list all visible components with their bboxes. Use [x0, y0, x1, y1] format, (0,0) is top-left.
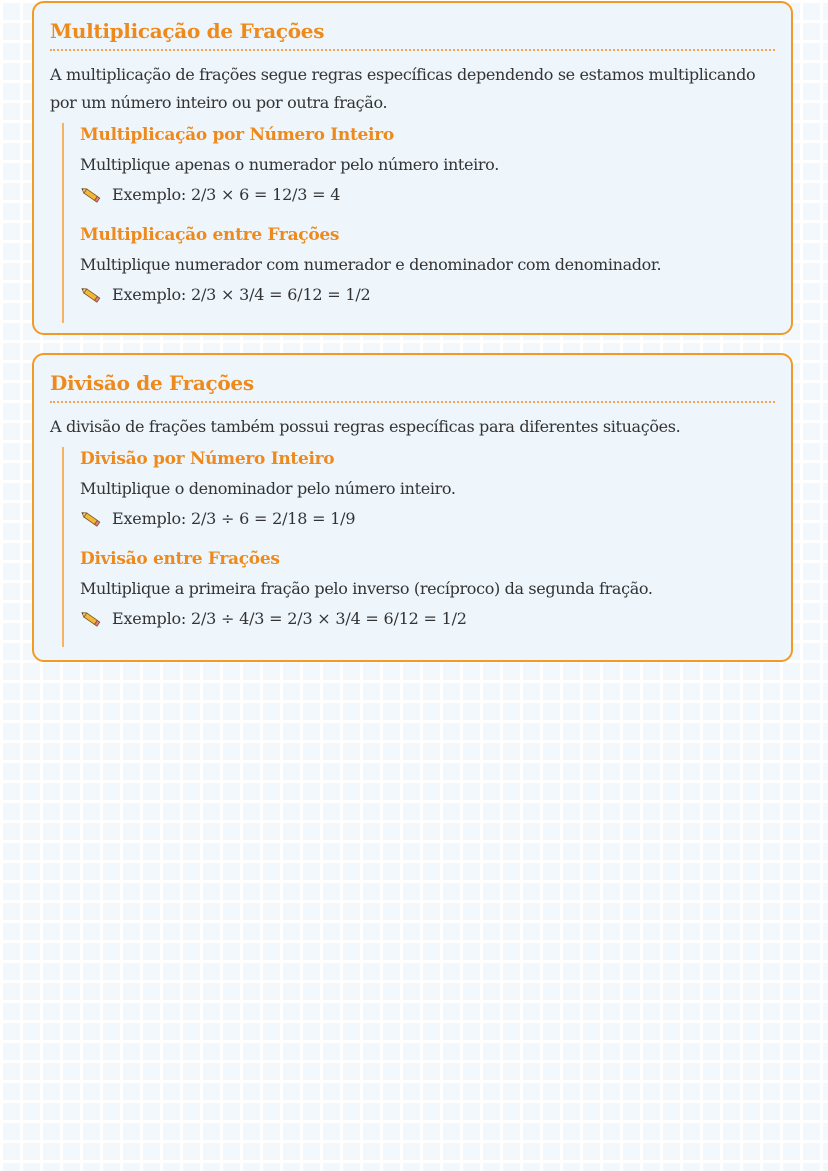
section-title: Multiplicação de Frações [50, 17, 775, 51]
section-title: Divisão de Frações [50, 369, 775, 403]
subsection-division-fractions [62, 547, 775, 647]
subsection-title: Divisão entre Frações [80, 549, 280, 569]
subsection-text: Multiplique o denominador pelo número inteiro. [80, 479, 456, 498]
pencil-icon [80, 286, 102, 304]
subsection-multiplication-fractions [62, 223, 775, 323]
example-text: Exemplo: 2/3 × 6 = 12/3 = 4 [112, 185, 341, 204]
subsection-text: Multiplique numerador com numerador e denominador com denominador. [80, 255, 662, 274]
subsection-title: Divisão por Número Inteiro [80, 449, 335, 469]
section-intro: A divisão de frações também possui regras específicas para diferentes situações. [50, 417, 681, 436]
pencil-icon [80, 510, 102, 528]
example-line [80, 183, 775, 207]
section-card-division [32, 353, 793, 662]
example-text: Exemplo: 2/3 ÷ 6 = 2/18 = 1/9 [112, 509, 356, 528]
section-intro: A multiplicação de frações segue regras específicas dependendo se estamos multiplicando por um número inteiro ou por outra fração. [50, 65, 756, 112]
example-line [80, 607, 775, 631]
subsection-text: Multiplique apenas o numerador pelo número inteiro. [80, 155, 499, 174]
example-line [80, 507, 775, 531]
section-card-multiplication [32, 1, 793, 335]
subsection-title: Multiplicação por Número Inteiro [80, 125, 394, 145]
example-text: Exemplo: 2/3 ÷ 4/3 = 2/3 × 3/4 = 6/12 = 1/2 [112, 609, 467, 628]
pencil-icon [80, 610, 102, 628]
example-text: Exemplo: 2/3 × 3/4 = 6/12 = 1/2 [112, 285, 371, 304]
subsection-multiplication-integer [62, 123, 775, 223]
example-line [80, 283, 775, 307]
subsection-title: Multiplicação entre Frações [80, 225, 340, 245]
subsection-text: Multiplique a primeira fração pelo inverso (recíproco) da segunda fração. [80, 579, 653, 598]
pencil-icon [80, 186, 102, 204]
subsection-division-integer [62, 447, 775, 547]
